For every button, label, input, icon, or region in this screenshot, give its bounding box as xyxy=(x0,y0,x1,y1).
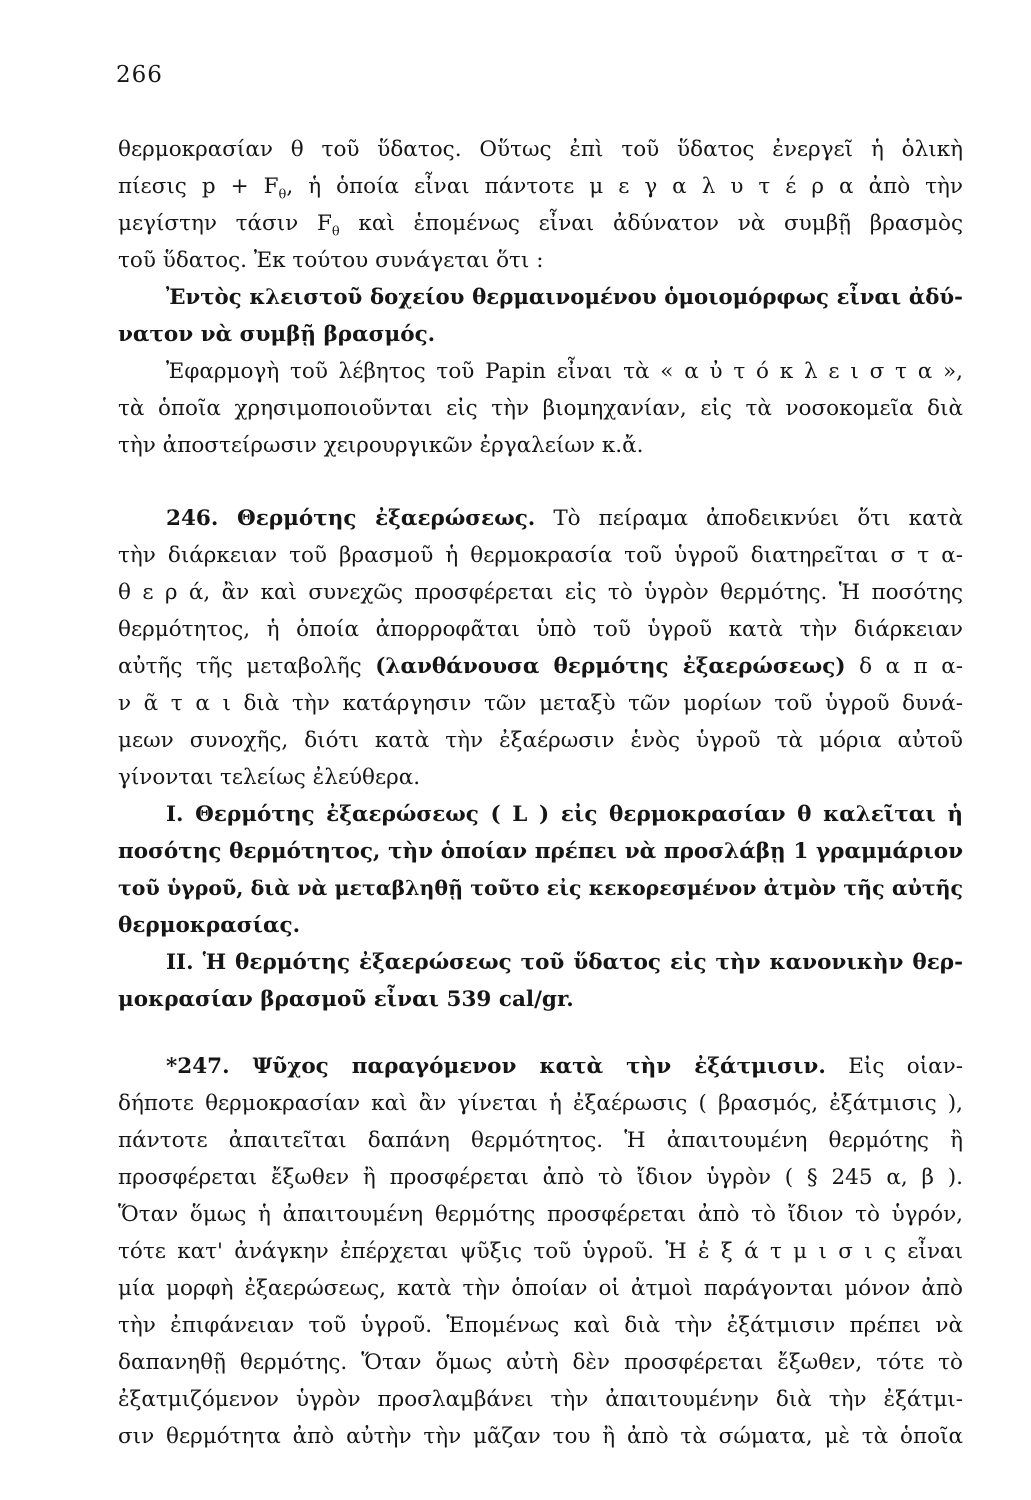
text-line: αὐτῆς τῆς μεταβολῆς (λανθάνουσα θερμότης ἐξαερώσεως) δ α π α- xyxy=(118,654,963,679)
section-246-heading: 246. Θερμότης ἐξαερώσεως. Τὸ πείραμα ἀποδεικνύει ὅτι κατὰ xyxy=(166,506,964,531)
text-line: τότε κατ' ἀνάγκην ἐπέρχεται ψῦξις τοῦ ὑγροῦ. Ἡ ἐ ξ ά τ μ ι σ ι ς εἶναι xyxy=(118,1239,963,1264)
text-line: σιν θερμότητα ἀπὸ αὐτὴν τὴν μᾶζαν του ἢ ἀπὸ τὰ σώματα, μὲ τὰ ὁποῖα xyxy=(118,1424,963,1449)
definition-ii: II. Ἡ θερμότης ἐξαερώσεως τοῦ ὕδατος εἰς τὴν κανονικὴν θερ- xyxy=(166,950,963,975)
text-line: Ὅταν ὅμως ἡ ἀπαιτουμένη θερμότης προσφέρεται ἀπὸ τὸ ἴδιον τὸ ὑγρόν, xyxy=(118,1202,963,1227)
text-line: μία μορφὴ ἐξαερώσεως, κατὰ τὴν ὁποίαν οἱ ἀτμοὶ παράγονται μόνον ἀπὸ xyxy=(118,1276,963,1301)
bold-statement: Ἐντὸς κλειστοῦ δοχείου θερμαινομένου ὁμοιομόρφως εἶναι ἀδύ- xyxy=(166,285,963,310)
text-line: θ ε ρ ά, ἂν καὶ συνεχῶς προσφέρεται εἰς τὸ ὑγρὸν θερμότης. Ἡ ποσότης xyxy=(118,580,963,605)
text-line: δήποτε θερμοκρασίαν καὶ ἂν γίνεται ἡ ἐξαέρωσις ( βρασμός, ἐξάτμισις ), xyxy=(118,1091,963,1116)
text-line: θερμοκρασίαν θ τοῦ ὕδατος. Οὕτως ἐπὶ τοῦ ὕδατος ἐνεργεῖ ἡ ὁλικὴ xyxy=(118,137,963,162)
page-body xyxy=(118,131,963,1455)
section-247-heading: *247. Ψῦχος παραγόμενον κατὰ τὴν ἐξάτμισιν. Εἰς οἱαν- xyxy=(166,1054,963,1079)
text-line: τὴν ἐπιφάνειαν τοῦ ὑγροῦ. Ἑπομένως καὶ διὰ τὴν ἐξάτμισιν πρέπει νὰ xyxy=(118,1313,963,1338)
text-line: ν ᾶ τ α ι διὰ τὴν κατάργησιν τῶν μεταξὺ τῶν μορίων τοῦ ὑγροῦ δυνά- xyxy=(118,691,963,716)
text-line: γίνονται τελείως ἐλεύθερα. xyxy=(118,765,421,790)
definition-i: τοῦ ὑγροῦ, διὰ νὰ μεταβληθῇ τοῦτο εἰς κεκορεσμένον ἀτμὸν τῆς αὐτῆς xyxy=(118,876,963,900)
text-line: Ἐφαρμογὴ τοῦ λέβητος τοῦ Papin εἶναι τὰ « α ὐ τ ό κ λ ε ι σ τ α », xyxy=(166,359,963,384)
text-line: μεων συνοχῆς, διότι κατὰ τὴν ἐξαέρωσιν ἑνὸς ὑγροῦ τὰ μόρια αὐτοῦ xyxy=(118,728,963,753)
text-line: τοῦ ὕδατος. Ἐκ τούτου συνάγεται ὅτι : xyxy=(118,248,544,273)
text-line: πάντοτε ἀπαιτεῖται δαπάνη θερμότητος. Ἡ ἀπαιτουμένη θερμότης ἢ xyxy=(118,1128,963,1153)
text-line: προσφέρεται ἔξωθεν ἢ προσφέρεται ἀπὸ τὸ ἴδιον ὑγρὸν ( § 245 α, β ). xyxy=(118,1165,963,1190)
definition-ii: μοκρασίαν βρασμοῦ εἶναι 539 cal/gr. xyxy=(118,987,574,1012)
definition-i: θερμοκρασίας. xyxy=(118,913,301,938)
definition-i: I. Θερμότης ἐξαερώσεως ( L ) εἰς θερμοκρασίαν θ καλεῖται ἡ xyxy=(166,802,963,827)
text-line: πίεσις $p + F_\theta$, ἡ ὁποία εἶναι πάντοτε μ ε γ α λ υ τ έ ρ α ἀπὸ τὴν xyxy=(118,174,964,203)
text-line: μεγίστην τάσιν $F_\theta$ καὶ ἑπομένως εἶναι ἀδύνατον νὰ συμβῇ βρασμὸς xyxy=(118,211,963,240)
definition-i: ποσότης θερμότητος, τὴν ὁποίαν πρέπει νὰ προσλάβῃ 1 γραμμάριον xyxy=(118,839,963,864)
text-line: δαπανηθῇ θερμότης. Ὅταν ὅμως αὐτὴ δὲν προσφέρεται ἔξωθεν, τότε τὸ xyxy=(118,1350,963,1375)
text-line: θερμότητος, ἡ ὁποία ἀπορροφᾶται ὑπὸ τοῦ ὑγροῦ κατὰ τὴν διάρκειαν xyxy=(118,617,963,642)
page-number: 266 xyxy=(116,62,163,88)
text-line: τὴν διάρκειαν τοῦ βρασμοῦ ἡ θερμοκρασία τοῦ ὑγροῦ διατηρεῖται σ τ α- xyxy=(118,543,963,568)
text-line: τὴν ἀποστείρωσιν χειρουργικῶν ἐργαλείων κ.ἄ. xyxy=(118,433,644,458)
text-line: ἐξατμιζόμενον ὑγρὸν προσλαμβάνει τὴν ἀπαιτουμένην διὰ τὴν ἐξάτμι- xyxy=(118,1387,963,1412)
text-line: τὰ ὁποῖα χρησιμοποιοῦνται εἰς τὴν βιομηχανίαν, εἰς τὰ νοσοκομεῖα διὰ xyxy=(118,396,963,421)
bold-statement: νατον νὰ συμβῇ βρασμός. xyxy=(118,322,436,347)
